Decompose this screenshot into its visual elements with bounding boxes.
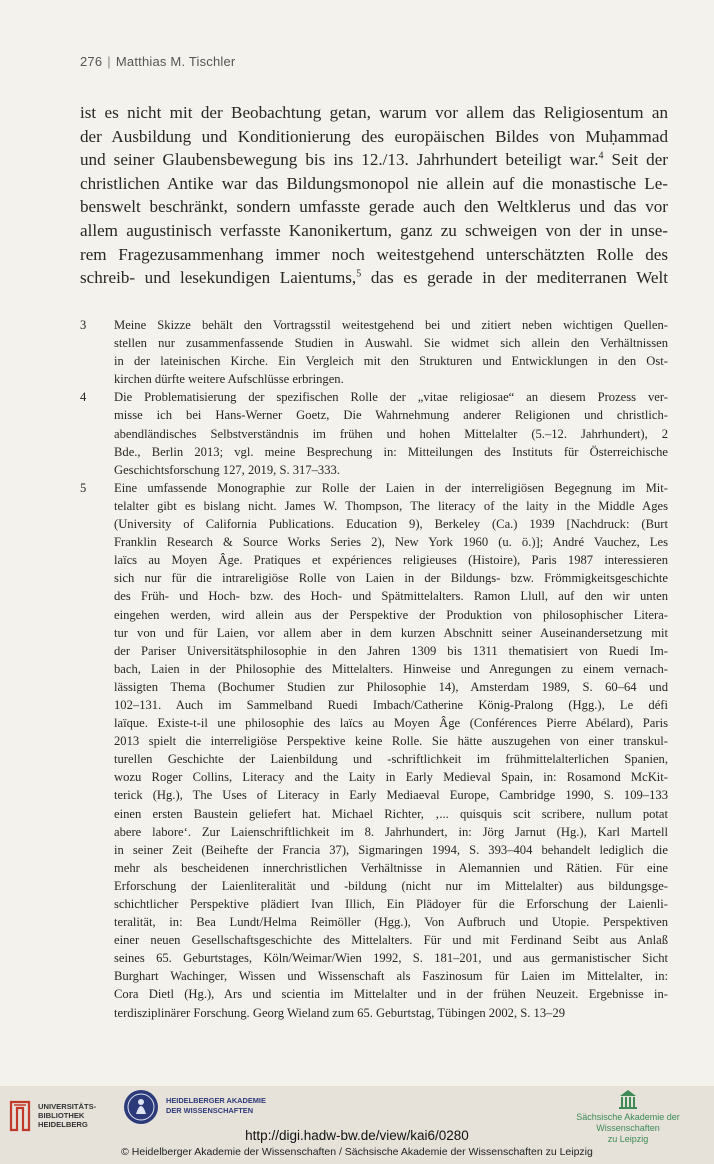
footnote-line: sich nur für die intrareligiöse Rolle von Laien in der Bildungs- bzw. Frömmigkeitsgeschichte	[114, 571, 668, 586]
footnote-line: Meine Skizze behält den Vortragsstil weitestgehend bei und zitiert neben wichtigen Quellen-	[114, 318, 668, 332]
footnote-line: misse ich bei Hans-Werner Goetz, Die Wahrnehmung anderer Religionen und christlich-	[114, 408, 668, 423]
body-line: rem Fragezusammenhang immer noch weitestgehend unterschätzten Rolle des	[80, 244, 668, 264]
body-line: ist es nicht mit der Beobachtung getan, warum vor allem das Religiosentum an	[80, 103, 668, 122]
hadw-logo[interactable]	[122, 1088, 302, 1126]
permalink-url[interactable]: http://digi.hadw-bw.de/view/kai6/0280	[245, 1128, 469, 1143]
footnote-ref-4[interactable]: 4	[598, 150, 604, 162]
hadw-seal-icon	[122, 1088, 160, 1126]
footnote-line: bach, Laien in der Philosophie des Mittelalters. Hinweise und Anregungen zu einem vernach-	[114, 661, 668, 676]
footnote-number: 3	[80, 318, 87, 332]
footnote-line: eingehen werden, wird allein aus der Perspektive der Produktion von philosophischer Litera-	[114, 607, 668, 622]
saw-logo-text: Sächsische Akademie der Wissenschaften zu Leipzig	[576, 1112, 680, 1144]
footnote-line: einer neuen Gesellschaftsgeschichte des Mittelalters. Für und mit Ferdinand Seibt aus Anlaß	[114, 933, 668, 948]
body-line: schreib- und lesekundigen Laientums,$^5$ das es gerade in der mediterranen Welt	[80, 268, 669, 288]
footnotes	[80, 316, 668, 1022]
footnote-line: Burghart Wachinger, Wissen und Wissenschaft als Faszinosum für Laien im Mittelalter, in:	[114, 969, 668, 984]
footnote-line: kirchen dürfte weitere Aufschlüsse erbringen.	[114, 372, 344, 387]
author-name: Matthias M. Tischler	[115, 54, 236, 69]
footnote-line: Die Problematisierung der spezifischen Rolle der „vitae religiosae“ an diesem Prozess ver-	[114, 390, 668, 405]
footnote-line: terdisziplinärer Forschung. Georg Wieland zum 65. Geburtstag, Tübingen 2002, S. 13–29	[114, 1005, 566, 1020]
footnote-line: einen ersten Baustein geliefert hat. Michael Richter, ‚... quisquis scit scribere, nullum potat	[114, 806, 668, 821]
footnote-line: teralität, in: Bea Lundt/Helma Reimöller (Hgg.), Von Aufbruch und Utopie. Perspektiven	[114, 915, 668, 930]
body-line: und seiner Glaubensbewegung bis ins 12./13. Jahrhundert beteiligt war.$^4$ Seit der	[80, 150, 668, 170]
footnote-line: abendländisches Selbstverständnis im frühen und hohen Mittelalter (5.–12. Jahrhundert), 2	[114, 426, 668, 441]
footnote-5	[80, 479, 668, 1022]
body-line: der Ausbildung und Konditionierung des europäischen Bildes von Muḥammad	[80, 126, 668, 146]
footnote-line: Erforschung der Laienliteralität und -bildung (nicht nur im Mittelalter) aus bildungsge-	[114, 878, 668, 893]
footnote-line: in der lateinischen Kirche. Ein Vergleich mit den Strukturen und Entwicklungen in den Ost-	[114, 354, 668, 369]
footnote-line: Cora Dietl (Hg.), Ars und scientia im Mittelalter und in der frühen Neuzeit. Ergebnisse in-	[114, 987, 668, 1002]
footnote-line: Franklin Research & Source Works Series 2), New York 1960 (u. ö.)]; André Vauchez, Les	[114, 535, 668, 550]
copyright-notice: © Heidelberger Akademie der Wissenschaften / Sächsische Akademie der Wissenschaften zu Leipzig	[121, 1146, 593, 1158]
footnote-line: telalter gibt es bislang nicht. James W. Thompson, The literacy of the laity in the Middle Ages	[114, 498, 668, 513]
footnote-line: tur von und für Laien, vor allem aber in dem kurzen Abschnitt seiner Auseinandersetzung mit	[114, 625, 668, 640]
footnote-line: abere labore‘. Zur Laienschriftlichkeit im 8. Jahrhundert, in: Jörg Jarnut (Hg.), Karl Martell	[114, 824, 668, 839]
footnote-line: 102–131. Auch im Sammelband Ruedi Imbach/Catherine König-Pralong (Hgg.), Le défi	[114, 697, 668, 712]
footnote-line: schichtlicher Perspektive plädiert Ivan Illich, Ein Plädoyer für die Erforschung der Laienli-	[114, 897, 668, 911]
footnote-number: 4	[80, 390, 87, 405]
footnote-line: laïcs au Moyen Âge. Pratiques et expériences religieuses (Histoire), Paris 1987 interessieren	[114, 553, 668, 568]
footnote-line: Geschichtsforschung 127, 2019, S. 317–333.	[114, 462, 340, 477]
footnote-line: terick (Hg.), The Uses of Literacy in Early Mediaeval Europe, Cambridge 1990, S. 109–133	[114, 788, 668, 803]
body-line: benswelt beschränkt, sondern umfasste gerade auch den Weltklerus und das vor	[80, 197, 668, 217]
footnote-line: lässigten Thema (Bochumer Studien zur Philosophie 14), Amsterdam 1989, S. 60–64 und	[114, 679, 668, 694]
footnote-line: der Pariser Universitätsphilosophie in den Jahren 1309 bis 1311 thematisiert von Ruedi Im-	[114, 643, 668, 658]
footnote-line: Bde., Berlin 2013; vgl. meine Besprechung in: Mitteilungen des Instituts für Österreichische	[114, 444, 668, 459]
header-separator: |	[107, 54, 111, 69]
main-paragraph	[80, 101, 668, 290]
footnote-line: 2013 spielt die interreligiöse Perspektive keine Rolle. Sie hätte auszugehen von einer transkul-	[114, 734, 668, 749]
footnote-ref-5[interactable]: 5	[356, 268, 362, 280]
footnote-line: des Früh- und Hoch- bzw. des Hoch- und Spätmittelalters. Ramon Llull, auf den wir unten	[114, 589, 668, 604]
footnote-line: in seiner Zeit (Beihefte der Francia 37), Sigmaringen 1994, S. 393–404 behandelt lediglich die	[114, 842, 668, 857]
footnote-line: stellen nur zusammenfassende Studien in Auswahl. Sie widmet sich allein den Verhältnissen	[114, 336, 668, 351]
footnote-line: laïque. Existe-t-il une philosophie des laïcs au Moyen Âge (Conférences Pierre Abélard), Paris	[114, 716, 668, 731]
footnote-line: turellen Geschichte der Laienbildung und -schriftlichkeit im frühmittelalterlichen Spanien,	[114, 752, 668, 767]
hadw-logo-text: HEIDELBERGER AKADEMIE DER WISSENSCHAFTEN	[166, 1096, 266, 1115]
footnote-line: mehr als bescheidenen innerchristlichen Verhältnisse in Alemannien und Rätien. Für eine	[114, 860, 668, 875]
footnote-line: (University of California Publications. Education 9), Berkeley (Ca.) 1939 [Nachdruck: (Burt	[114, 517, 668, 532]
footnote-3	[80, 316, 668, 388]
page-number: 276	[80, 54, 103, 69]
footnote-line: wozu Roger Collins, Literacy and the Laity in Early Medieval Spain, in: Rosamond McKit-	[114, 770, 668, 785]
footnote-number: 5	[80, 480, 87, 495]
footnote-line: Eine umfassende Monographie zur Rolle der Laien in der interreligiösen Begegnung im Mit-	[114, 480, 668, 495]
body-line: allem augustinisch verfasste Kanonikertum, ganz zu schweigen von der in unse-	[80, 220, 668, 240]
footnote-line: seines 65. Geburtstages, Köln/Weimar/Wien 1992, S. 181–201, und aus germanistischer Sicht	[114, 951, 668, 966]
body-line: christlichen Antike war das Bildungsmonopol nie allein auf die monastische Le-	[80, 173, 668, 193]
saw-building-icon	[618, 1088, 638, 1110]
ub-logo-text: UNIVERSITÄTS- BIBLIOTHEK HEIDELBERG	[38, 1102, 97, 1129]
footnote-4	[80, 388, 668, 478]
running-head	[80, 54, 235, 69]
